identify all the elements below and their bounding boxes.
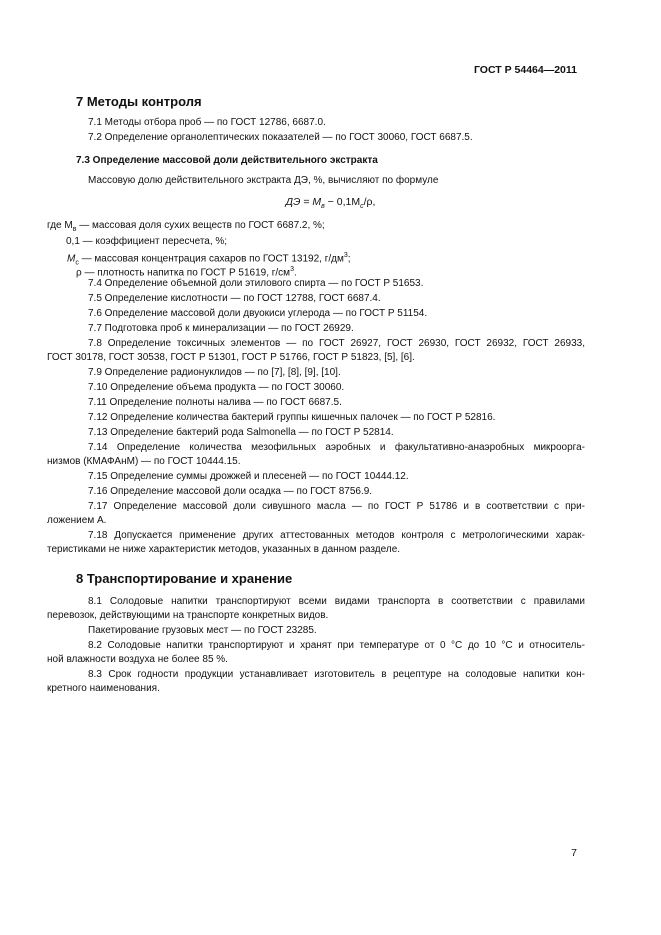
paragraph-7-16: 7.16 Определение массовой доли осадка — по ГОСТ 8756.9.	[88, 486, 373, 497]
paragraph-8-2-line-1: 8.2 Солодовые напитки транспортируют и хранят при температуре от 0 °С до 10 °С и относитель-	[88, 640, 585, 651]
paragraph-8-3-line-2: кретного наименования.	[47, 683, 160, 694]
section-7-title: 7 Методы контроля	[76, 94, 202, 109]
paragraph-7-10: 7.10 Определение объема продукта — по ГОСТ 30060.	[88, 382, 345, 393]
paragraph-8-1-line-1: 8.1 Солодовые напитки транспортируют всеми видами транспорта в соответствии с правилами	[88, 596, 585, 607]
paragraph-8-1-line-3: Пакетирование грузовых мест — по ГОСТ 23285.	[88, 625, 317, 636]
subsection-7-3-title: 7.3 Определение массовой доли действительного экстракта	[76, 155, 378, 166]
paragraph-7-14-line-2: низмов (КМАФАнМ) — по ГОСТ 10444.15.	[47, 456, 241, 467]
paragraph-7-17-line-1: 7.17 Определение массовой доли сивушного масла — по ГОСТ Р 51786 и в соответствии с при-	[88, 501, 585, 512]
section-8-title: 8 Транспортирование и хранение	[76, 571, 293, 586]
paragraph-7-2: 7.2 Определение органолептических показателей — по ГОСТ 30060, ГОСТ 6687.5.	[88, 132, 473, 143]
paragraph-7-11: 7.11 Определение полноты налива — по ГОСТ 6687.5.	[88, 397, 342, 408]
paragraph-8-3-line-1: 8.3 Срок годности продукции устанавливает изготовитель в рецептуре на солодовые напитки кон-	[88, 669, 585, 680]
where-line-4: ρ — плотность напитка по ГОСТ Р 51619, $г/см^3$.	[76, 266, 297, 279]
page-number: 7	[571, 847, 577, 859]
paragraph-7-15: 7.15 Определение суммы дрожжей и плесеней — по ГОСТ 10444.12.	[88, 471, 409, 482]
paragraph-7-14-line-1: 7.14 Определение количества мезофильных аэробных и факультативно-анаэробных микроорга-	[88, 442, 585, 453]
paragraph-7-18-line-1: 7.18 Допускается применение других аттестованных методов контроля с метрологическими харак-	[88, 530, 585, 541]
paragraph-7-18-line-2: теристиками не ниже характеристик методов, указанных в данном разделе.	[47, 544, 401, 555]
paragraph-7-8-line-2: ГОСТ 30178, ГОСТ 30538, ГОСТ Р 51301, ГОСТ Р 51766, ГОСТ Р 51823, [5], [6].	[47, 352, 415, 363]
paragraph-7-13: 7.13 Определение бактерий рода Salmonella — по ГОСТ Р 52814.	[88, 427, 394, 438]
paragraph-7-3: Массовую долю действительного экстракта ДЭ, %, вычисляют по формуле	[88, 175, 439, 186]
paragraph-7-4: 7.4 Определение объемной доли этилового спирта — по ГОСТ Р 51653.	[88, 278, 424, 289]
paragraph-7-17-line-2: ложением А.	[47, 515, 107, 526]
where-line-1: где $М_в$ — массовая доля сухих веществ по ГОСТ 6687.2, %;	[47, 220, 325, 233]
paragraph-7-12: 7.12 Определение количества бактерий группы кишечных палочек — по ГОСТ Р 52816.	[88, 412, 496, 423]
where-line-3: $М_с$ — массовая концентрация сахаров по ГОСТ 13192, $г/дм^3$;	[67, 252, 351, 267]
paragraph-7-1: 7.1 Методы отбора проб — по ГОСТ 12786, 6687.0.	[88, 117, 326, 128]
paragraph-7-7: 7.7 Подготовка проб к минерализации — по ГОСТ 26929.	[88, 323, 354, 334]
document-header: ГОСТ Р 54464—2011	[473, 64, 577, 76]
paragraph-7-9: 7.9 Определение радионуклидов — по [7], [8], [9], [10].	[88, 367, 341, 378]
paragraph-7-6: 7.6 Определение массовой доли двуокиси углерода — по ГОСТ Р 51154.	[88, 308, 428, 319]
where-line-2: 0,1 — коэффициент пересчета, %;	[66, 236, 228, 247]
paragraph-8-1-line-2: перевозок, действующими на транспорте конкретных видов.	[47, 610, 329, 621]
paragraph-7-5: 7.5 Определение кислотности — по ГОСТ 12788, ГОСТ 6687.4.	[88, 293, 381, 304]
paragraph-7-8-line-1: 7.8 Определение токсичных элементов — по ГОСТ 26927, ГОСТ 26930, ГОСТ 26932, ГОСТ 26933,	[88, 338, 585, 349]
paragraph-8-2-line-2: ной влажности воздуха не более 85 %.	[47, 654, 228, 665]
formula: ДЭ = $М_в - 0,1М_с/\rho$,	[285, 196, 376, 211]
